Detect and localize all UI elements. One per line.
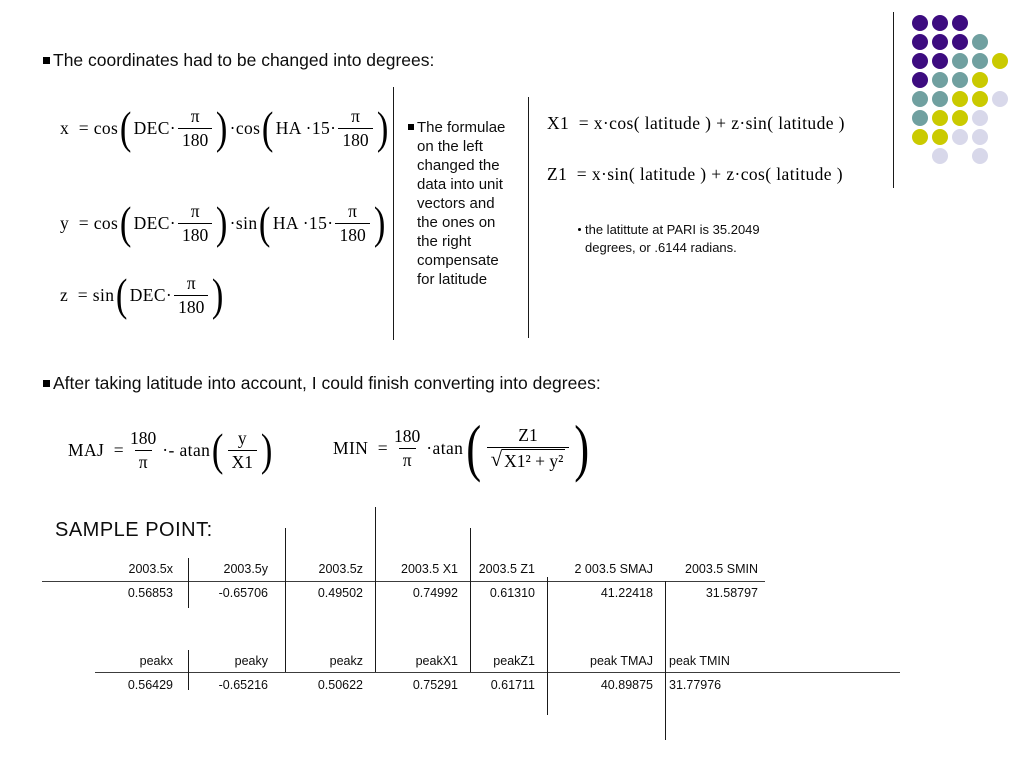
- radical-icon: √: [490, 446, 503, 471]
- table-header: peakZ1: [493, 654, 535, 668]
- middle-note-text: The formulae on the left changed the data into unit vectors and the ones on the right compensate for latitude: [417, 119, 506, 288]
- table-value: -0.65216: [218, 678, 268, 692]
- dot: [972, 129, 988, 145]
- formula-z1: [547, 164, 843, 185]
- dot: [932, 129, 948, 145]
- table-header: 2003.5 Z1: [478, 562, 535, 576]
- formula-fragment: π: [190, 106, 200, 127]
- formula-fragment: π: [186, 273, 196, 294]
- table-header: 2003.5 SMIN: [685, 562, 758, 576]
- table-grid-line: [285, 528, 286, 672]
- dot: [972, 34, 988, 50]
- table-value: 0.75291: [412, 678, 458, 692]
- table-header: peak TMAJ: [590, 654, 653, 668]
- formula-fragment: π: [348, 201, 357, 222]
- formula-fragment: [335, 201, 369, 244]
- table-header: peak TMIN: [669, 654, 730, 668]
- paren-icon: (: [120, 102, 132, 153]
- formula-fragment: 180: [174, 295, 208, 317]
- data-table: [60, 558, 770, 698]
- dots-decoration: [912, 15, 1022, 180]
- dot: [912, 53, 928, 69]
- sample-point-label: SAMPLE POINT:: [55, 519, 213, 541]
- dot: [932, 34, 948, 50]
- paren-icon: ): [373, 197, 386, 248]
- dot: [912, 34, 928, 50]
- table-grid-line: [375, 507, 376, 672]
- formula-fragment: [174, 273, 208, 316]
- formula-fragment: π: [190, 201, 200, 222]
- formula-fragment: ·cos: [229, 117, 261, 138]
- formula-x1: [547, 113, 845, 134]
- table-value: 0.49502: [317, 586, 363, 600]
- table-value: 31.58797: [705, 586, 758, 600]
- formula-fragment: DEC·: [129, 284, 173, 305]
- formula-fragment: MIN =: [333, 437, 389, 458]
- dot: [912, 110, 928, 126]
- table-rule-top: [42, 581, 765, 582]
- formula-fragment: π: [351, 106, 360, 127]
- bullet-dot-icon: [578, 228, 581, 231]
- dot: [912, 129, 928, 145]
- formula-fragment: π: [399, 448, 416, 470]
- paren-icon: ): [216, 102, 228, 153]
- formula-x: [60, 103, 390, 153]
- formula-fragment: 180: [178, 128, 212, 150]
- dot: [932, 15, 948, 31]
- bullet-square-icon: [43, 380, 50, 387]
- dot: [972, 53, 988, 69]
- formula-fragment: HA ·15·: [275, 117, 337, 138]
- bullet-square-icon: [408, 124, 414, 130]
- dot: [972, 148, 988, 164]
- formula-min: [333, 414, 593, 482]
- dot: [912, 15, 928, 31]
- table-header: 2003.5z: [318, 562, 363, 576]
- dot: [952, 129, 968, 145]
- divider-right: [528, 97, 529, 338]
- formula-fragment: X1 = x·cos( latitude ) + z·sin( latitude ): [547, 113, 845, 133]
- middle-note: [408, 118, 518, 289]
- table-grid-line: [665, 581, 666, 740]
- formula-fragment: [126, 428, 160, 471]
- formula-fragment: 180: [338, 128, 372, 150]
- formula-fragment: X1: [228, 450, 257, 472]
- dot: [932, 110, 948, 126]
- formula-fragment: 180: [130, 428, 157, 449]
- divider-left: [393, 87, 394, 340]
- formula-fragment: 180: [394, 426, 421, 447]
- table-header: peaky: [234, 654, 268, 668]
- formula-fragment: [178, 201, 212, 244]
- table-grid-line: [188, 650, 189, 690]
- paren-icon: ): [216, 197, 228, 248]
- bullet-latitude-text: After taking latitude into account, I could finish converting into degrees:: [53, 373, 601, 393]
- formula-fragment: ·- atan: [162, 439, 211, 460]
- table-value: 0.56853: [127, 586, 173, 600]
- formula-fragment: [228, 428, 257, 471]
- formula-fragment: X1² + y²: [504, 450, 564, 471]
- table-value: 0.61310: [489, 586, 535, 600]
- formula-fragment: Z1 = x·sin( latitude ) + z·cos( latitude ): [547, 164, 843, 184]
- dot: [952, 72, 968, 88]
- table-value: 31.77976: [669, 678, 722, 692]
- bullet-coordinates-text: The coordinates had to be changed into degrees:: [53, 50, 435, 70]
- formula-fragment: π: [135, 450, 152, 472]
- dot: [952, 110, 968, 126]
- dot: [992, 91, 1008, 107]
- formula-fragment: z = sin: [60, 284, 115, 305]
- formula-maj: [68, 425, 274, 475]
- formula-fragment: 180: [335, 223, 369, 245]
- formula-fragment: [338, 106, 372, 149]
- table-grid-line: [470, 528, 471, 672]
- dot: [972, 110, 988, 126]
- latitude-note: [578, 221, 793, 257]
- dot: [972, 72, 988, 88]
- table-header: peakx: [139, 654, 173, 668]
- table-header: peakX1: [415, 654, 458, 668]
- formula-fragment: x = cos: [60, 117, 119, 138]
- table-header: peakz: [329, 654, 363, 668]
- paren-icon: ): [212, 269, 224, 320]
- formula-fragment: [487, 447, 570, 471]
- dot: [952, 53, 968, 69]
- dot: [932, 91, 948, 107]
- table-value: 0.61711: [490, 678, 535, 692]
- formula-fragment: 180: [178, 223, 212, 245]
- table-value: 41.22418: [600, 586, 653, 600]
- formula-z: [60, 270, 226, 320]
- latitude-note-text: the latittute at PARI is 35.2049 degrees, or .6144 radians.: [585, 222, 760, 255]
- formula-fragment: Z1: [518, 425, 538, 446]
- paren-icon: (: [259, 197, 271, 248]
- formula-fragment: ·atan: [426, 437, 464, 458]
- paren-icon: ): [260, 424, 273, 475]
- dot: [932, 53, 948, 69]
- table-value: 40.89875: [600, 678, 653, 692]
- table-value: 0.50622: [317, 678, 363, 692]
- paren-icon: (: [116, 269, 128, 320]
- table-value: 0.74992: [412, 586, 458, 600]
- dot: [912, 72, 928, 88]
- formula-fragment: y = cos: [60, 212, 119, 233]
- table-rule-bottom: [95, 672, 900, 673]
- dot: [952, 34, 968, 50]
- paren-icon: ): [376, 102, 389, 153]
- dot: [932, 148, 948, 164]
- formula-fragment: HA ·15·: [272, 212, 334, 233]
- formula-fragment: DEC·: [133, 117, 177, 138]
- table-header: 2003.5x: [128, 562, 173, 576]
- formula-fragment: [178, 106, 212, 149]
- table-header: 2003.5y: [223, 562, 268, 576]
- formula-fragment: [487, 425, 570, 470]
- formula-fragment: y: [237, 428, 247, 449]
- dot: [992, 53, 1008, 69]
- formula-y: [60, 198, 387, 248]
- paren-icon: (: [120, 197, 132, 248]
- paren-icon: (: [466, 412, 482, 483]
- formula-fragment: MAJ =: [68, 439, 125, 460]
- table-value: -0.65706: [218, 586, 268, 600]
- dot: [912, 91, 928, 107]
- paren-icon: (: [262, 102, 274, 153]
- bullet-square-icon: [43, 57, 50, 64]
- paren-icon: ): [574, 412, 590, 483]
- paren-icon: (: [212, 424, 224, 475]
- dot: [972, 91, 988, 107]
- table-grid-line: [547, 577, 548, 715]
- dots-divider-line: [893, 12, 894, 188]
- table-value: 0.56429: [127, 678, 173, 692]
- dot: [952, 91, 968, 107]
- table-header: 2 003.5 SMAJ: [574, 562, 653, 576]
- table-header: 2003.5 X1: [401, 562, 458, 576]
- formula-fragment: ·sin: [229, 212, 258, 233]
- formula-fragment: DEC·: [133, 212, 177, 233]
- formula-fragment: [390, 426, 424, 469]
- dot: [952, 15, 968, 31]
- table-grid-line: [188, 558, 189, 608]
- dot: [932, 72, 948, 88]
